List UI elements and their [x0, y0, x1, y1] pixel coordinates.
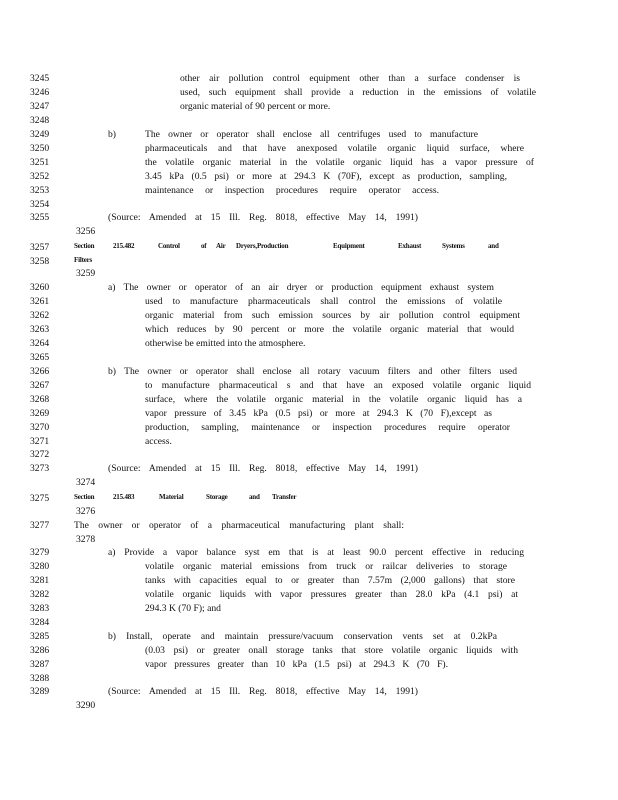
line-number: 3270 [30, 422, 50, 433]
line-number: 3258 [30, 256, 50, 267]
line-number: 3285 [30, 631, 50, 642]
line-number: 3266 [30, 366, 50, 377]
paragraph-line: surface, where the volatile organic material in the volatile organic liquid has a [145, 394, 522, 405]
line-number: 3286 [30, 645, 50, 656]
line-number: 3247 [30, 101, 50, 112]
paragraph-line: volatile organic material emissions from truck or railcar deliveries to storage [145, 561, 507, 572]
paragraph-line: used, such equipment shall provide a reduction in the emissions of volatile [180, 87, 536, 98]
line-number: 3263 [30, 324, 50, 335]
paragraph-line: organic material from such emission sources by air pollution control equipment [145, 310, 520, 321]
line-number: 3279 [30, 547, 50, 558]
item-label: b) [108, 129, 116, 140]
line-number: 3260 [30, 282, 50, 293]
paragraph-line: otherwise be emitted into the atmosphere. [145, 338, 306, 349]
paragraph-line: b) Install, operate and maintain pressure/vacuum conservation vents set at 0.2kPa [108, 631, 497, 642]
line-number: 3259 [76, 268, 96, 279]
section-heading-part: and [249, 493, 260, 501]
line-number: 3289 [30, 686, 50, 697]
section-heading-part: Filters [74, 256, 93, 264]
line-number: 3252 [30, 171, 50, 182]
line-number: 3281 [30, 575, 50, 586]
line-number: 3246 [30, 87, 50, 98]
source-note: (Source: Amended at 15 Ill. Reg. 8018, effective May 14, 1991) [108, 686, 418, 697]
paragraph-line: other air pollution control equipment other than a surface condenser is [180, 73, 520, 84]
line-number: 3255 [30, 212, 50, 223]
paragraph-line: tanks with capacities equal to or greater than 7.57m (2,000 gallons) that store [145, 575, 515, 586]
line-number: 3277 [30, 520, 50, 531]
line-number: 3261 [30, 296, 50, 307]
section-heading-part: of [201, 242, 207, 250]
section-heading-part: 215.483 [113, 493, 135, 501]
line-number: 3268 [30, 394, 50, 405]
section-heading-part: and [488, 242, 499, 250]
line-number: 3254 [30, 199, 50, 210]
paragraph-line: The owner or operator of a pharmaceutical manufacturing plant shall: [74, 520, 404, 531]
line-number: 3273 [30, 463, 50, 474]
paragraph-line: the volatile organic material in the volatile organic liquid has a vapor pressure of [145, 157, 534, 168]
line-number: 3271 [30, 436, 50, 447]
paragraph-line: b) The owner or operator shall enclose all rotary vacuum filters and other filters used [108, 366, 517, 377]
line-number: 3280 [30, 561, 50, 572]
paragraph-line: 294.3 K (70 F); and [145, 603, 221, 614]
line-number: 3267 [30, 380, 50, 391]
line-number: 3269 [30, 408, 50, 419]
line-number: 3265 [30, 352, 50, 363]
line-number: 3283 [30, 603, 50, 614]
section-heading-part: Control [158, 242, 180, 250]
line-number: 3287 [30, 659, 50, 670]
paragraph-line: organic material of 90 percent or more. [180, 101, 331, 112]
paragraph-line: vapor pressures greater than 10 kPa (1.5 psi) at 294.3 K (70 F). [145, 659, 448, 670]
line-number: 3249 [30, 129, 50, 140]
section-heading-part: Air [216, 242, 226, 250]
paragraph-line: maintenance or inspection procedures require operator access. [145, 185, 439, 196]
section-heading-part: 215.482 [113, 242, 135, 250]
line-number: 3278 [76, 534, 96, 545]
line-number: 3272 [30, 449, 50, 460]
section-heading-part: Equipment [333, 242, 365, 250]
line-number: 3257 [30, 242, 50, 253]
line-number: 3245 [30, 73, 50, 84]
line-number: 3251 [30, 157, 50, 168]
paragraph-line: The owner or operator shall enclose all centrifuges used to manufacture [145, 129, 478, 140]
line-number: 3290 [76, 700, 96, 711]
section-heading-part: Systems [442, 242, 465, 250]
line-number: 3288 [30, 673, 50, 684]
paragraph-line: to manufacture pharmaceutical s and that have an exposed volatile organic liquid [145, 380, 531, 391]
section-heading-part: Storage [206, 493, 228, 501]
section-heading-part: Material [159, 493, 184, 501]
paragraph-line: which reduces by 90 percent or more the volatile organic material that would [145, 324, 514, 335]
line-number: 3282 [30, 589, 50, 600]
line-number: 3262 [30, 310, 50, 321]
paragraph-line: volatile organic liquids with vapor pressures greater than 28.0 kPa (4.1 psi) at [145, 589, 518, 600]
paragraph-line: production, sampling, maintenance or inspection procedures require operator [145, 422, 510, 433]
paragraph-line: vapor pressure of 3.45 kPa (0.5 psi) or more at 294.3 K (70 F),except as [145, 408, 492, 419]
section-heading-part: Section [74, 242, 95, 250]
section-heading-part: Exhaust [398, 242, 422, 250]
paragraph-line: 3.45 kPa (0.5 psi) or more at 294.3 K (70F), except as production, sampling, [145, 171, 507, 182]
line-number: 3275 [30, 493, 50, 504]
line-number: 3276 [76, 506, 96, 517]
line-number: 3256 [76, 226, 96, 237]
source-note: (Source: Amended at 15 Ill. Reg. 8018, effective May 14, 1991) [108, 463, 418, 474]
paragraph-line: a) Provide a vapor balance syst em that is at least 90.0 percent effective in reducing [108, 547, 524, 558]
section-heading-part: Transfer [272, 493, 297, 501]
section-heading-part: Section [74, 493, 95, 501]
paragraph-line: used to manufacture pharmaceuticals shall control the emissions of volatile [145, 296, 502, 307]
paragraph-line: (0.03 psi) or greater onall storage tanks that store volatile organic liquids with [145, 645, 518, 656]
line-number: 3248 [30, 115, 50, 126]
line-number: 3264 [30, 338, 50, 349]
section-heading-part: Dryers,Production [236, 242, 289, 250]
paragraph-line: pharmaceuticals and that have anexposed volatile organic liquid surface, where [145, 143, 524, 154]
paragraph-line: a) The owner or operator of an air dryer or production equipment exhaust system [108, 282, 494, 293]
line-number: 3284 [30, 617, 50, 628]
source-note: (Source: Amended at 15 Ill. Reg. 8018, effective May 14, 1991) [108, 212, 418, 223]
paragraph-line: access. [145, 436, 172, 447]
line-number: 3250 [30, 143, 50, 154]
line-number: 3253 [30, 185, 50, 196]
line-number: 3274 [76, 477, 96, 488]
